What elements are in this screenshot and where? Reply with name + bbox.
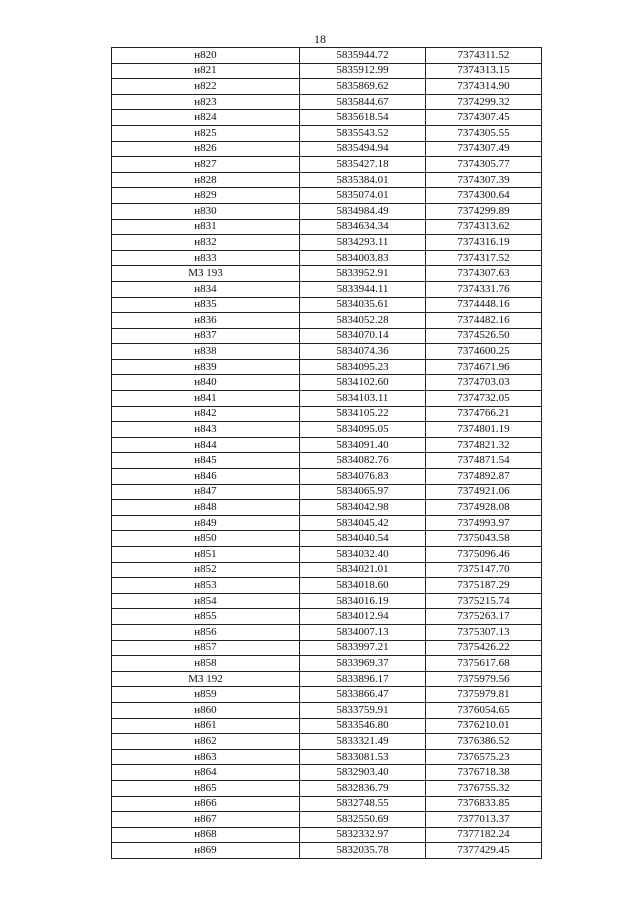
x-coordinate-cell: 5834021.01 (300, 562, 426, 578)
x-coordinate-cell: 5834045.42 (300, 515, 426, 531)
table-row (112, 94, 542, 110)
table-row (112, 562, 542, 578)
point-name-cell: н864 (112, 765, 300, 781)
table-row (112, 780, 542, 796)
y-coordinate-cell: 7377429.45 (426, 843, 542, 859)
x-coordinate-cell: 5832550.69 (300, 812, 426, 828)
point-name-cell: МЗ 192 (112, 671, 300, 687)
x-coordinate-cell: 5834065.97 (300, 484, 426, 500)
x-coordinate-cell: 5833321.49 (300, 734, 426, 750)
y-coordinate-cell: 7374307.39 (426, 172, 542, 188)
table-row (112, 624, 542, 640)
table-row (112, 157, 542, 173)
point-name-cell: н831 (112, 219, 300, 235)
x-coordinate-cell: 5835384.01 (300, 172, 426, 188)
point-name-cell: МЗ 193 (112, 266, 300, 282)
point-name-cell: н860 (112, 702, 300, 718)
x-coordinate-cell: 5834012.94 (300, 609, 426, 625)
table-row (112, 422, 542, 438)
y-coordinate-cell: 7374526.50 (426, 328, 542, 344)
x-coordinate-cell: 5833546.80 (300, 718, 426, 734)
x-coordinate-cell: 5834007.13 (300, 624, 426, 640)
table-row (112, 313, 542, 329)
y-coordinate-cell: 7374482.16 (426, 313, 542, 329)
y-coordinate-cell: 7375979.56 (426, 671, 542, 687)
table-row (112, 250, 542, 266)
y-coordinate-cell: 7374314.90 (426, 79, 542, 95)
point-name-cell: н838 (112, 344, 300, 360)
x-coordinate-cell: 5834634.34 (300, 219, 426, 235)
point-name-cell: н851 (112, 547, 300, 563)
table-row (112, 141, 542, 157)
y-coordinate-cell: 7374307.49 (426, 141, 542, 157)
point-name-cell: н840 (112, 375, 300, 391)
x-coordinate-cell: 5832035.78 (300, 843, 426, 859)
point-name-cell: н824 (112, 110, 300, 126)
table-row (112, 110, 542, 126)
x-coordinate-cell: 5834035.61 (300, 297, 426, 313)
point-name-cell: н866 (112, 796, 300, 812)
table-row (112, 531, 542, 547)
x-coordinate-cell: 5835912.99 (300, 63, 426, 79)
y-coordinate-cell: 7375307.13 (426, 624, 542, 640)
table-row (112, 219, 542, 235)
table-row (112, 796, 542, 812)
table-row (112, 344, 542, 360)
point-name-cell: н868 (112, 827, 300, 843)
y-coordinate-cell: 7374313.15 (426, 63, 542, 79)
table-row (112, 391, 542, 407)
table-row (112, 765, 542, 781)
x-coordinate-cell: 5834032.40 (300, 547, 426, 563)
x-coordinate-cell: 5834105.22 (300, 406, 426, 422)
x-coordinate-cell: 5832836.79 (300, 780, 426, 796)
coordinates-table (111, 47, 542, 859)
point-name-cell: н861 (112, 718, 300, 734)
y-coordinate-cell: 7374732.05 (426, 391, 542, 407)
table-row (112, 266, 542, 282)
y-coordinate-cell: 7374993.97 (426, 515, 542, 531)
table-row (112, 843, 542, 859)
table-row (112, 702, 542, 718)
table-row (112, 827, 542, 843)
y-coordinate-cell: 7375187.29 (426, 578, 542, 594)
point-name-cell: н839 (112, 359, 300, 375)
point-name-cell: н858 (112, 656, 300, 672)
x-coordinate-cell: 5832903.40 (300, 765, 426, 781)
x-coordinate-cell: 5832332.97 (300, 827, 426, 843)
table-row (112, 235, 542, 251)
point-name-cell: н846 (112, 469, 300, 485)
y-coordinate-cell: 7374331.76 (426, 281, 542, 297)
table-row (112, 79, 542, 95)
x-coordinate-cell: 5833759.91 (300, 702, 426, 718)
point-name-cell: н850 (112, 531, 300, 547)
x-coordinate-cell: 5835427.18 (300, 157, 426, 173)
y-coordinate-cell: 7374801.19 (426, 422, 542, 438)
y-coordinate-cell: 7374892.87 (426, 469, 542, 485)
point-name-cell: н822 (112, 79, 300, 95)
y-coordinate-cell: 7374311.52 (426, 48, 542, 64)
table-row (112, 63, 542, 79)
y-coordinate-cell: 7374307.63 (426, 266, 542, 282)
point-name-cell: н833 (112, 250, 300, 266)
table-row (112, 734, 542, 750)
point-name-cell: н867 (112, 812, 300, 828)
x-coordinate-cell: 5833997.21 (300, 640, 426, 656)
point-name-cell: н845 (112, 453, 300, 469)
y-coordinate-cell: 7374448.16 (426, 297, 542, 313)
x-coordinate-cell: 5834042.98 (300, 500, 426, 516)
x-coordinate-cell: 5834018.60 (300, 578, 426, 594)
table-row (112, 484, 542, 500)
table-row (112, 718, 542, 734)
table-row (112, 687, 542, 703)
point-name-cell: н847 (112, 484, 300, 500)
table-row (112, 547, 542, 563)
x-coordinate-cell: 5833944.11 (300, 281, 426, 297)
y-coordinate-cell: 7376054.65 (426, 702, 542, 718)
point-name-cell: н848 (112, 500, 300, 516)
y-coordinate-cell: 7374703.03 (426, 375, 542, 391)
table-row (112, 640, 542, 656)
point-name-cell: н852 (112, 562, 300, 578)
table-row (112, 656, 542, 672)
y-coordinate-cell: 7374299.89 (426, 203, 542, 219)
y-coordinate-cell: 7376210.01 (426, 718, 542, 734)
y-coordinate-cell: 7375096.46 (426, 547, 542, 563)
point-name-cell: н823 (112, 94, 300, 110)
table-row (112, 188, 542, 204)
table-row (112, 375, 542, 391)
x-coordinate-cell: 5833896.17 (300, 671, 426, 687)
table-row (112, 671, 542, 687)
x-coordinate-cell: 5834040.54 (300, 531, 426, 547)
point-name-cell: н827 (112, 157, 300, 173)
point-name-cell: н834 (112, 281, 300, 297)
table-row (112, 609, 542, 625)
x-coordinate-cell: 5835618.54 (300, 110, 426, 126)
table-row (112, 812, 542, 828)
x-coordinate-cell: 5834070.14 (300, 328, 426, 344)
table-row (112, 578, 542, 594)
point-name-cell: н826 (112, 141, 300, 157)
y-coordinate-cell: 7375617.68 (426, 656, 542, 672)
x-coordinate-cell: 5834984.49 (300, 203, 426, 219)
point-name-cell: н842 (112, 406, 300, 422)
point-name-cell: н841 (112, 391, 300, 407)
table-row (112, 297, 542, 313)
point-name-cell: н843 (112, 422, 300, 438)
point-name-cell: н855 (112, 609, 300, 625)
point-name-cell: н820 (112, 48, 300, 64)
table-row (112, 437, 542, 453)
coordinates-table-body (112, 48, 542, 859)
y-coordinate-cell: 7376755.32 (426, 780, 542, 796)
x-coordinate-cell: 5834076.83 (300, 469, 426, 485)
y-coordinate-cell: 7377182.24 (426, 827, 542, 843)
x-coordinate-cell: 5832748.55 (300, 796, 426, 812)
x-coordinate-cell: 5835944.72 (300, 48, 426, 64)
x-coordinate-cell: 5834103.11 (300, 391, 426, 407)
y-coordinate-cell: 7374307.45 (426, 110, 542, 126)
y-coordinate-cell: 7374871.54 (426, 453, 542, 469)
y-coordinate-cell: 7375043.58 (426, 531, 542, 547)
point-name-cell: н859 (112, 687, 300, 703)
x-coordinate-cell: 5834082.76 (300, 453, 426, 469)
x-coordinate-cell: 5833866.47 (300, 687, 426, 703)
table-row (112, 406, 542, 422)
table-row (112, 515, 542, 531)
x-coordinate-cell: 5834102.60 (300, 375, 426, 391)
y-coordinate-cell: 7374671.96 (426, 359, 542, 375)
table-row (112, 500, 542, 516)
y-coordinate-cell: 7375215.74 (426, 593, 542, 609)
y-coordinate-cell: 7375426.22 (426, 640, 542, 656)
y-coordinate-cell: 7374317.52 (426, 250, 542, 266)
y-coordinate-cell: 7375979.81 (426, 687, 542, 703)
point-name-cell: н844 (112, 437, 300, 453)
point-name-cell: н828 (112, 172, 300, 188)
y-coordinate-cell: 7374821.32 (426, 437, 542, 453)
x-coordinate-cell: 5835494.94 (300, 141, 426, 157)
y-coordinate-cell: 7374299.32 (426, 94, 542, 110)
table-row (112, 48, 542, 64)
y-coordinate-cell: 7376386.52 (426, 734, 542, 750)
point-name-cell: н865 (112, 780, 300, 796)
y-coordinate-cell: 7374300.64 (426, 188, 542, 204)
x-coordinate-cell: 5834091.40 (300, 437, 426, 453)
point-name-cell: н857 (112, 640, 300, 656)
y-coordinate-cell: 7375147.70 (426, 562, 542, 578)
table-row (112, 125, 542, 141)
y-coordinate-cell: 7374766.21 (426, 406, 542, 422)
x-coordinate-cell: 5834095.05 (300, 422, 426, 438)
table-row (112, 172, 542, 188)
table-row (112, 203, 542, 219)
point-name-cell: н856 (112, 624, 300, 640)
point-name-cell: н862 (112, 734, 300, 750)
point-name-cell: н837 (112, 328, 300, 344)
point-name-cell: н863 (112, 749, 300, 765)
x-coordinate-cell: 5834003.83 (300, 250, 426, 266)
x-coordinate-cell: 5834016.19 (300, 593, 426, 609)
point-name-cell: н821 (112, 63, 300, 79)
point-name-cell: н830 (112, 203, 300, 219)
x-coordinate-cell: 5835869.62 (300, 79, 426, 95)
x-coordinate-cell: 5834293.11 (300, 235, 426, 251)
x-coordinate-cell: 5835074.01 (300, 188, 426, 204)
table-row (112, 593, 542, 609)
y-coordinate-cell: 7374313.62 (426, 219, 542, 235)
table-row (112, 328, 542, 344)
y-coordinate-cell: 7376575.23 (426, 749, 542, 765)
y-coordinate-cell: 7376718.38 (426, 765, 542, 781)
y-coordinate-cell: 7377013.37 (426, 812, 542, 828)
y-coordinate-cell: 7374928.08 (426, 500, 542, 516)
point-name-cell: н832 (112, 235, 300, 251)
y-coordinate-cell: 7376833.85 (426, 796, 542, 812)
table-row (112, 359, 542, 375)
point-name-cell: н829 (112, 188, 300, 204)
table-row (112, 469, 542, 485)
x-coordinate-cell: 5834052.28 (300, 313, 426, 329)
x-coordinate-cell: 5834095.23 (300, 359, 426, 375)
x-coordinate-cell: 5833952.91 (300, 266, 426, 282)
x-coordinate-cell: 5835844.67 (300, 94, 426, 110)
y-coordinate-cell: 7374305.77 (426, 157, 542, 173)
x-coordinate-cell: 5835543.52 (300, 125, 426, 141)
page-number: 18 (314, 32, 326, 46)
x-coordinate-cell: 5834074.36 (300, 344, 426, 360)
point-name-cell: н836 (112, 313, 300, 329)
x-coordinate-cell: 5833081.53 (300, 749, 426, 765)
y-coordinate-cell: 7374600.25 (426, 344, 542, 360)
table-row (112, 453, 542, 469)
point-name-cell: н854 (112, 593, 300, 609)
point-name-cell: н825 (112, 125, 300, 141)
table-row (112, 281, 542, 297)
y-coordinate-cell: 7374305.55 (426, 125, 542, 141)
point-name-cell: н835 (112, 297, 300, 313)
y-coordinate-cell: 7374316.19 (426, 235, 542, 251)
point-name-cell: н869 (112, 843, 300, 859)
y-coordinate-cell: 7374921.06 (426, 484, 542, 500)
table-row (112, 749, 542, 765)
point-name-cell: н853 (112, 578, 300, 594)
x-coordinate-cell: 5833969.37 (300, 656, 426, 672)
point-name-cell: н849 (112, 515, 300, 531)
y-coordinate-cell: 7375263.17 (426, 609, 542, 625)
